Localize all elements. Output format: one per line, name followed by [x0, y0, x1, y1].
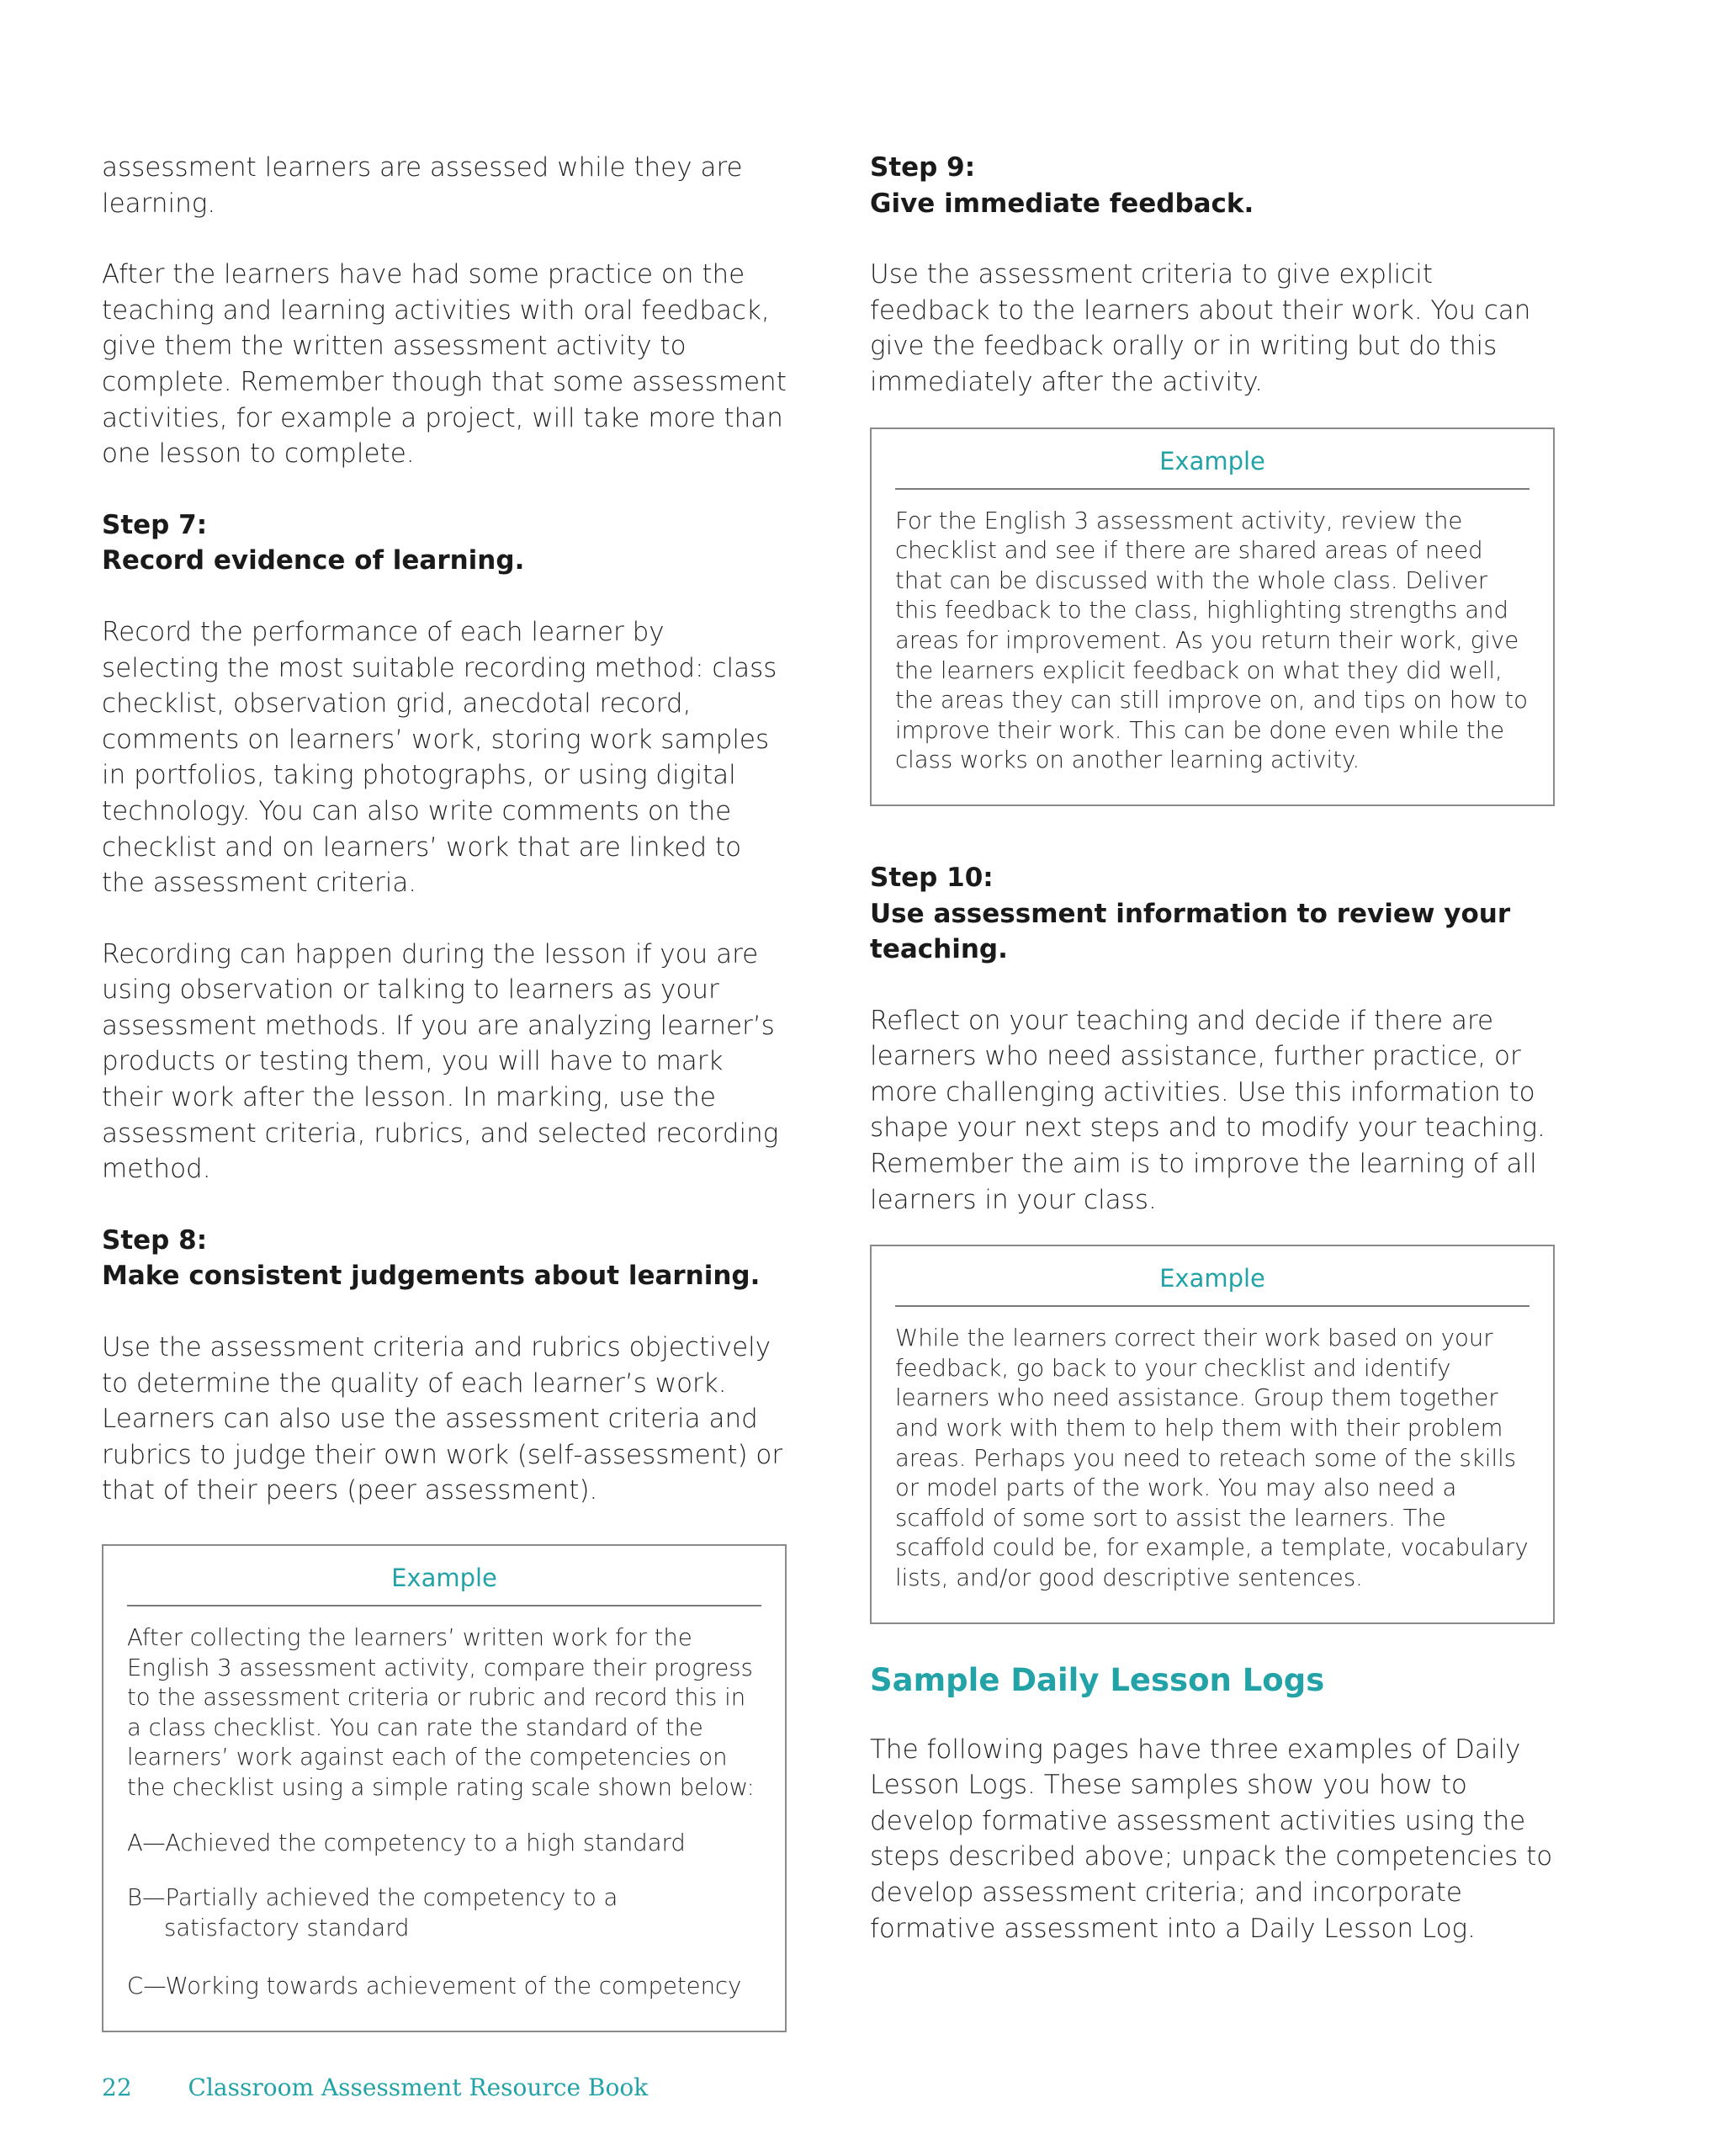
left-column	[102, 150, 787, 2032]
rating-b	[127, 1883, 761, 1943]
paragraph-recording-methods: Record the performance of each learner by selecting the most suitable recording method: class checklist, observation grid, anecdotal record, comments on learners’ work, storing work samples in portfolios, taking photographs, or using digital technology. You can also write comments on the checklist and on learners’ work that are linked to the assessment criteria.	[102, 616, 777, 899]
step-8-title: Make consistent judgements about learning.	[102, 1261, 761, 1292]
example-box-feedback	[870, 427, 1555, 806]
example-heading: Example	[127, 1561, 761, 1606]
step-9-number: Step 9:	[870, 152, 976, 183]
step-7-number: Step 7:	[102, 509, 208, 540]
example-text: After collecting the learners’ written work for the English 3 assessment activity, compare their progress to the assessment criteria or rubric and record this in a class checklist. You can rate the standard of the learners’ work against each of the competencies on the checklist using a simple rating scale shown below:	[127, 1624, 755, 1801]
paragraph-recording-timing: Recording can happen during the lesson if you are using observation or talking to learners as your assessment methods. If you are analyzing learner’s products or testing them, you will have to mark their work after the lesson. In marking, use the assessment criteria, rubrics, and selected recording method.	[102, 938, 779, 1185]
step-10-title: Use assessment information to review your teaching.	[870, 898, 1511, 965]
section-title-sample-logs: Sample Daily Lesson Logs	[870, 1661, 1325, 1698]
rating-b-line2: satisfactory standard	[164, 1914, 410, 1941]
step-8-number: Step 8:	[102, 1224, 208, 1256]
step-7-title: Record evidence of learning.	[102, 545, 525, 576]
page-number: 22	[102, 2074, 132, 2101]
paragraph-explicit-feedback: Use the assessment criteria to give explicit feedback to the learners about their work. You can give the feedback orally or in writing but do this immediately after the activity.	[870, 259, 1531, 397]
step-10-number: Step 10:	[870, 862, 994, 893]
example-box-rating	[102, 1544, 787, 2032]
example-box-reteach	[870, 1245, 1555, 1623]
step-9-title: Give immediate feedback.	[870, 188, 1254, 219]
page-footer	[102, 2073, 648, 2103]
book-title: Classroom Assessment Resource Book	[188, 2074, 649, 2101]
rating-a: A—Achieved the competency to a high standard	[127, 1829, 686, 1856]
paragraph-sample-logs: The following pages have three examples of Daily Lesson Logs. These samples show you how to develop formative assessment activities using the steps described above; unpack the competencies to develop assessment criteria; and incorporate formative assessment into a Daily Lesson Log.	[870, 1734, 1553, 1944]
right-column	[870, 150, 1555, 1982]
example-heading: Example	[895, 444, 1529, 490]
example-text: While the learners correct their work based on your feedback, go back to your checklist and identify learners who need assistance. Group them together and work with them to help them with their problem areas. Perhaps you need to reteach some of the skills or model parts of the work. You may also need a scaffold of some sort to assist the learners. The scaffold could be, for example, a template, vocabulary lists, and/or good descriptive sentences.	[895, 1325, 1529, 1591]
rating-c: C—Working towards achievement of the competency	[127, 1973, 742, 2000]
rating-b-line1: B—Partially achieved the competency to a	[127, 1884, 618, 1912]
example-text: For the English 3 assessment activity, review the checklist and see if there are shared areas of need that can be discussed with the whole class. Deliver this feedback to the class, highlighting strengths and areas for improvement. As you return their work, give the learners explicit feedback on what they did well, the areas they can still improve on, and tips on how to improve their work. This can be done even while the class works on another learning activity.	[895, 507, 1528, 774]
paragraph-consistent-judgements: Use the assessment criteria and rubrics objectively to determine the quality of each learner’s work. Learners can also use the assessment criteria and rubrics to judge their own work (self-assessment) or that of their peers (peer assessment).	[102, 1332, 783, 1506]
paragraph-assessment-while-learning: assessment learners are assessed while they are learning.	[102, 152, 743, 219]
paragraph-reflect-teaching: Reflect on your teaching and decide if there are learners who need assistance, further practice, or more challenging activities. Use this information to shape your next steps and to modify your teaching. Remember the aim is to improve the learning of all learners in your class.	[870, 1005, 1545, 1215]
example-heading: Example	[895, 1261, 1529, 1307]
paragraph-written-assessment: After the learners have had some practice on the teaching and learning activities with oral feedback, give them the written assessment activity to complete. Remember though that some assessment activities, for example a project, will take more than one lesson to complete.	[102, 259, 787, 470]
